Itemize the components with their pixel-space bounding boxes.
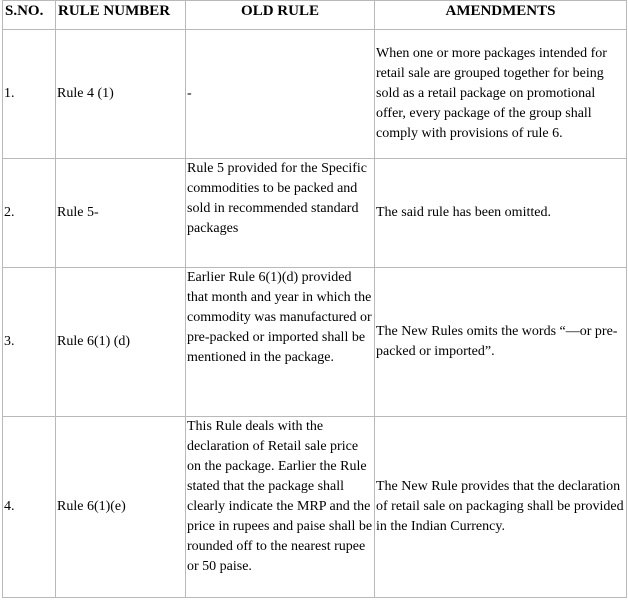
cell-rule-number: Rule 6(1)(e): [56, 417, 186, 598]
cell-old-rule: Earlier Rule 6(1)(d) provided that month and year in which the commodity was manufactured or pre-packed or imported shall be mentioned in the package.: [186, 268, 375, 417]
cell-sno: 4.: [3, 417, 56, 598]
cell-amendment: The said rule has been omitted.: [375, 159, 627, 268]
header-rule-number: RULE NUMBER: [56, 1, 186, 30]
cell-sno: 3.: [3, 268, 56, 417]
cell-old-rule: This Rule deals with the declaration of Retail sale price on the package. Earlier the Rule stated that the package shall clearly indicate the MRP and the price in rupees and paise shall be rounded off to the nearest rupee or 50 paise.: [186, 417, 375, 598]
table-row: [3, 417, 627, 598]
cell-rule-number: Rule 4 (1): [56, 30, 186, 159]
table-row: [3, 268, 627, 417]
table-row: [3, 30, 627, 159]
cell-old-rule: Rule 5 provided for the Specific commodities to be packed and sold in recommended standard packages: [186, 159, 375, 268]
cell-sno: 1.: [3, 30, 56, 159]
header-old-rule: OLD RULE: [186, 1, 375, 30]
cell-amendment: When one or more packages intended for retail sale are grouped together for being sold as a retail package on promotional offer, every package of the group shall comply with provisions of rule 6.: [375, 30, 627, 159]
rules-amendment-table: [2, 0, 627, 598]
cell-amendment: The New Rules omits the words “—or pre-packed or imported”.: [375, 268, 627, 417]
cell-sno: 2.: [3, 159, 56, 268]
cell-amendment: The New Rule provides that the declaration of retail sale on packaging shall be provided in the Indian Currency.: [375, 417, 627, 598]
table-header-row: [3, 1, 627, 30]
header-amendments: AMENDMENTS: [375, 1, 627, 30]
cell-rule-number: Rule 6(1) (d): [56, 268, 186, 417]
cell-rule-number: Rule 5-: [56, 159, 186, 268]
header-sno: S.NO.: [3, 1, 56, 30]
table-row: [3, 159, 627, 268]
cell-old-rule: -: [186, 30, 375, 159]
